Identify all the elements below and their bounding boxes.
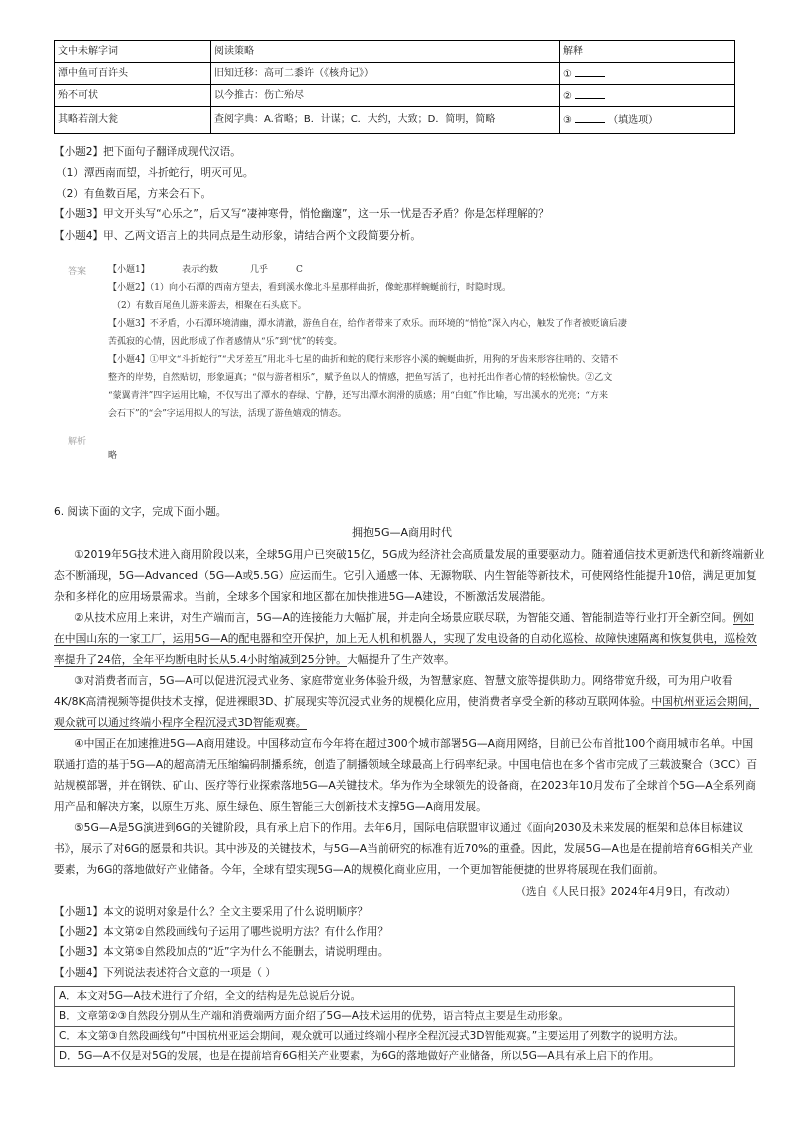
text-line: 杂和多样化的应用场景需求。当前，全球多个国家和地区都在加快推进5G—A建设，不断激活发展潜能。 [54, 590, 552, 603]
text-line: 要素，为6G的落地做好产业储备。今年，全球有望实现5G—A的规模化商业应用，一个更加智能便捷的世界将展现在我们面前。 [54, 863, 665, 876]
text-line: ④中国正在加速推进5G—A商用建设。中国移动宣布今年将在超过300个城市部署5G—A商用网络，目前已公布首批100个商用城市名单。中国 [74, 737, 754, 750]
text-line: 联通打造的基于5G—A的超高清无压缩编码制播系统，创造了制播领域全球最高上行码率纪录。中国电信也在多个省市完成了三载波聚合（3CC）百 [54, 758, 758, 771]
table-header-row [55, 41, 735, 63]
answer-line: “蒙翼青泮”四字运用比喻，不仅写出了潭水的春绿、宁静，还写出潭水润滑的质感；用“白虹”作比喻，写出溪水的光亮；“方来 [108, 391, 609, 401]
question-2-item-2: （2）有鱼数百尾，方来会石下。 [56, 188, 212, 200]
text-line: 用产品和解决方案，以原生万兆、原生绿色、原生智能三大创新技术支撑5G—A商用发展。 [54, 800, 487, 813]
question-4: 【小题4】甲、乙两文语言上的共同点是生动形象，请结合两个文段简要分析。 [54, 230, 421, 242]
text-line [54, 712, 740, 733]
text-segment: 4K/8K高清视频等提供技术支撑，促进裸眼3D、扩展现实等沉浸式业务的规模化应用，使消费者享受全新的移动互联网体验。 [54, 695, 652, 708]
question-6-heading: 6. 阅读下面的文字，完成下面小题。 [54, 506, 227, 518]
question-6-1: 【小题1】本文的说明对象是什么？全文主要采用了什么说明顺序？ [54, 906, 368, 918]
text-line: ③对消费者而言，5G—A可以促进沉浸式业务、家庭带宽业务体验升级，为智慧家庭、智慧文旅等提供助力。网络带宽升级，可为用户收看 [74, 674, 733, 687]
answer-line: （2）有数百尾鱼儿游来游去，相聚在石头底下。 [112, 301, 307, 311]
answer-side-label: 答案 [68, 267, 87, 277]
table-cell-strategy: 查阅字典：A.省略；B．计谋；C．大约，大致；D．简明，简略 [211, 107, 560, 134]
table-cell-answer [560, 107, 735, 134]
answer-number: ③ [563, 115, 572, 126]
table-row [55, 85, 735, 107]
answer-line: 会石下”的“会”字运用拟人的写法，活现了游鱼嬉戏的情态。 [108, 409, 347, 419]
passage-title: 拥抱5G—A商用时代 [352, 526, 453, 539]
table-cell-word: 殆不可状 [55, 85, 211, 107]
passage-paragraph-3 [54, 670, 760, 733]
text-line [54, 649, 740, 670]
answer-line: 【小题4】①甲文“斗折蛇行”“犬牙差互”用北斗七星的曲折和蛇的爬行来形容小溪的蜿蜒曲折，用狗的牙齿来形容往哨的、交错不 [108, 355, 619, 365]
underlined-segment: 中国杭州亚运会期间， [651, 695, 760, 708]
passage-paragraph-4 [54, 733, 758, 817]
answer-line: 苦孤寂的心情，因此形成了作者感情从“乐”到“忧”的转变。 [108, 337, 343, 347]
table-header: 文中未解字词 [55, 41, 211, 63]
table-cell-strategy: 旧知迁移：高可二黍许（《核舟记》） [211, 63, 560, 85]
answer-blank[interactable] [575, 112, 605, 123]
answer-line: 整齐的岸势，自然贴切，形象逼真；“似与游者相乐”，赋予鱼以人的情感，把鱼写活了，也衬托出作者心情的轻松愉快。②乙文 [108, 373, 613, 383]
text-line: 态不断涌现，5G—Advanced（5G—A或5.5G）应运而生。它引入通感一体、无源物联、内生智能等新技术，可使网络性能提升10倍，满足更加复 [54, 569, 757, 582]
table-cell-answer [560, 85, 735, 107]
passage-paragraph-5 [54, 817, 753, 880]
answer-number: ① [563, 68, 572, 80]
text-segment: ②从技术应用上来讲，对生产端而言，5G—A的连接能力大幅扩展，并走向全场景应联尽联，为智能交通、智能制造等行业打开全新空间。 [74, 611, 733, 624]
table-row [55, 63, 735, 85]
passage-source: （选自《人民日报》2024年4月9日，有改动） [515, 886, 736, 898]
text-line: ①2019年5G技术进入商用阶段以来，全球5G用户已突破15亿，5G成为经济社会高质量发展的重要驱动力。随着通信技术更新迭代和新终端新业 [74, 548, 765, 561]
answer-q1-c: C [296, 265, 303, 275]
analysis-text: 略 [108, 451, 118, 461]
answer-blank[interactable] [575, 88, 605, 99]
question-2-heading: 【小题2】把下面句子翻译成现代汉语。 [54, 146, 241, 158]
table-cell-answer [560, 63, 735, 85]
text-line: 站规模部署，并在钢铁、矿山、医疗等行业探索落地5G—A关键技术。华为作为全球领先的设备商，在2023年10月发布了全球首个5G—A全系列商 [54, 779, 756, 792]
answer-number: ② [563, 90, 572, 102]
table-cell-word: 潭中鱼可百许头 [55, 63, 211, 85]
option-b[interactable]: B．文章第②③自然段分别从生产端和消费端两方面介绍了5G—A技术运用的优势，语言特点主要是生动形象。 [54, 1006, 735, 1027]
option-c[interactable]: C．本文第③自然段画线句“中国杭州亚运会期间，观众就可以通过终端小程序全程沉浸式3D智能观赛。”主要运用了列数字的说明方法。 [54, 1026, 735, 1047]
underlined-segment: 观众就可以通过终端小程序全程沉浸式3D智能观赛。 [54, 716, 307, 729]
answer-q1-b: 几乎 [250, 265, 269, 275]
underlined-segment: 在中国山东的一家工厂，运用5G—A的配电器和空开保护，加上无人机和机器人，实现了发电设备的自动化巡检、故障快速隔离和恢复供电，巡检效 [54, 632, 757, 645]
answer-note: （填选项） [608, 115, 659, 126]
passage-paragraph-1 [54, 544, 765, 607]
text-line [54, 607, 755, 628]
table-cell-word: 其略若剖大瓮 [55, 107, 211, 134]
text-line [54, 691, 760, 712]
option-a[interactable]: A．本文对5G—A技术进行了介绍，全文的结构是先总说后分说。 [54, 986, 735, 1007]
question-6-4: 【小题4】下列说法表述符合文意的一项是（ ） [54, 967, 276, 979]
underlined-segment: 例如 [732, 611, 755, 624]
text-line: ⑤5G—A是5G演进到6G的关键阶段，具有承上启下的作用。去年6月，国际电信联盟审议通过《面向2030及未来发展的框架和总体目标建议 [74, 821, 744, 834]
option-d[interactable]: D．5G—A不仅是对5G的发展，也是在提前培育6G相关产业要素，为6G的落地做好产业储备，所以5G—A具有承上启下的作用。 [54, 1046, 735, 1067]
passage-paragraph-2 [54, 607, 757, 670]
text-line: 书》，展示了对6G的愿景和共识。其中涉及的关键技术，与5G—A当前研究的标准有近70%的重叠。因此，发展5G—A也是在提前培育6G相关产业 [54, 842, 753, 855]
question-2-item-1: （1）潭西南而望，斗折蛇行，明灭可见。 [56, 167, 254, 179]
answer-blank[interactable] [575, 66, 605, 77]
table-cell-strategy: 以今推古：伤亡殆尽 [211, 85, 560, 107]
answer-q1-label: 【小题1】 [108, 265, 150, 275]
question-6-2: 【小题2】本文第②自然段画线句子运用了哪些说明方法？有什么作用？ [54, 926, 389, 938]
question-6-3: 【小题3】本文第⑤自然段加点的“近”字为什么不能删去，请说明理由。 [54, 946, 389, 958]
table-row [55, 107, 735, 134]
answer-q1-a: 表示约数 [182, 265, 219, 275]
underlined-segment: 率提升了24倍，全年平均断电时长从5.4小时缩减到25分钟。 [54, 653, 347, 666]
text-segment: 大幅提升了生产效率。 [346, 653, 455, 666]
analysis-side-label: 解析 [68, 437, 87, 447]
table-header: 解释 [560, 41, 735, 63]
vocab-table [54, 40, 735, 134]
text-line [54, 628, 757, 649]
answer-line: 【小题2】（1）向小石潭的西南方望去，看到溪水像北斗星那样曲折，像蛇那样蜿蜒前行，时隐时现。 [108, 283, 511, 293]
answer-line: 【小题3】不矛盾，小石潭环境清幽，潭水清澈，游鱼自在，给作者带来了欢乐。而环境的“悄怆”深入内心，触发了作者被贬谪后凄 [108, 319, 627, 329]
question-3: 【小题3】甲文开头写“心乐之”，后又写“凄神寒骨，悄怆幽邃”，这一乐一忧是否矛盾？你是怎样理解的？ [54, 208, 549, 220]
table-header: 阅读策略 [211, 41, 560, 63]
